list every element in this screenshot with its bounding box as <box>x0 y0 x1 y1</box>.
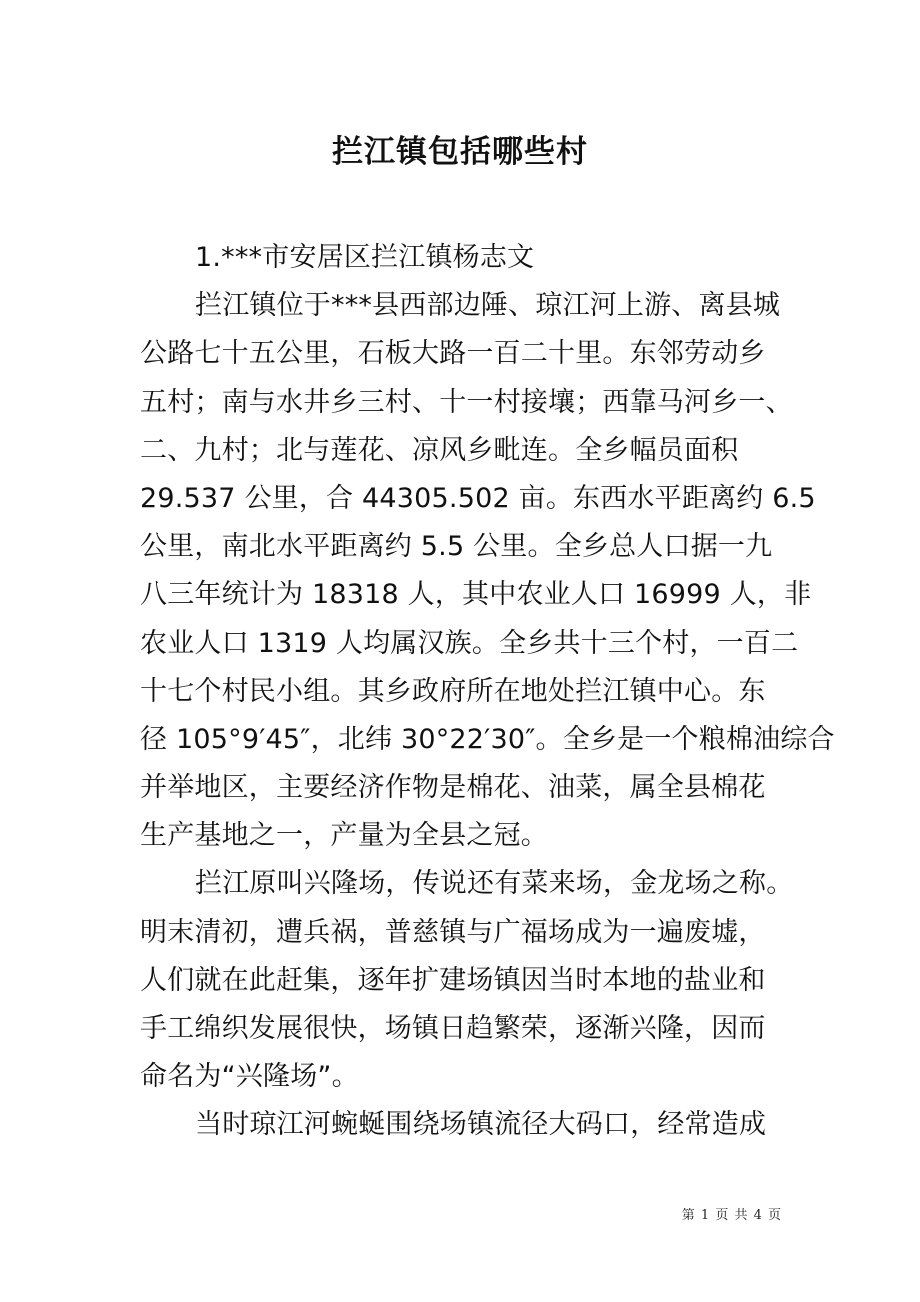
body-line: 径 105°9′45″，北纬 30°22′30″。全乡是一个粮棉油综合 <box>140 723 835 755</box>
body-line: 十七个村民小组。其乡政府所在地处拦江镇中心。东 <box>140 675 766 707</box>
body-line: 人们就在此赶集，逐年扩建场镇因当时本地的盐业和 <box>140 964 766 996</box>
body-line: 八三年统计为 18318 人，其中农业人口 16999 人，非 <box>140 579 812 611</box>
body-line: 农业人口 1319 人均属汉族。全乡共十三个村，一百二 <box>140 627 799 659</box>
body-line: 公路七十五公里，石板大路一百二十里。东邻劳动乡 <box>140 338 766 370</box>
body-line: 明末清初，遭兵祸，普慈镇与广福场成为一遍废墟， <box>140 916 766 948</box>
page-number-footer: 第 1 页 共 4 页 <box>681 1208 782 1223</box>
body-line: 手工绵织发展很快，场镇日趋繁荣，逐渐兴隆，因而 <box>140 1013 766 1044</box>
document-body <box>140 234 835 1150</box>
body-line: 1.***市安居区拦江镇杨志文 <box>195 242 535 273</box>
body-line: 公里，南北水平距离约 5.5 公里。全乡总人口据一九 <box>140 531 773 563</box>
body-line: 并举地区，主要经济作物是棉花、油菜，属全县棉花 <box>140 772 766 804</box>
body-line: 五村；南与水井乡三村、十一村接壤；西靠马河乡一、 <box>140 386 793 418</box>
body-line: 二、九村；北与莲花、凉风乡毗连。全乡幅员面积 <box>140 434 739 466</box>
document-title: 拦江镇包括哪些村 <box>332 134 588 170</box>
body-line: 生产基地之一，产量为全县之冠。 <box>140 820 548 852</box>
body-line: 拦江原叫兴隆场，传说还有菜来场，金龙场之称。 <box>195 868 794 900</box>
body-line: 当时琼江河蜿蜒围绕场镇流径大码口，经常造成 <box>195 1109 767 1141</box>
body-line: 命名为“兴隆场”。 <box>140 1061 359 1093</box>
body-line: 拦江镇位于***县西部边陲、琼江河上游、离县城 <box>195 290 781 322</box>
body-line: 29.537 公里，合 44305.502 亩。东西水平距离约 6.5 <box>140 482 816 514</box>
